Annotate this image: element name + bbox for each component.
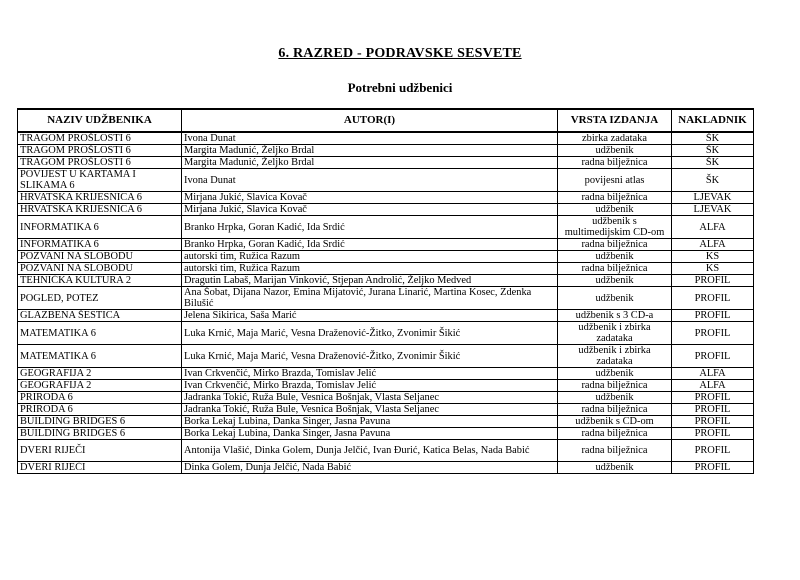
- cell-naziv: HRVATSKA KRIJESNICA 6: [18, 192, 182, 204]
- cell-naziv: PRIRODA 6: [18, 392, 182, 404]
- cell-nakladnik: PROFIL: [672, 404, 754, 416]
- table-row: [18, 287, 754, 310]
- cell-vrsta: udžbenik: [558, 251, 672, 263]
- cell-autor: Ana Šobat, Dijana Nazor, Emina Mijatović, Jurana Linarić, Martina Kosec, Zdenka Bilušić: [182, 287, 558, 310]
- table-row: [18, 157, 754, 169]
- table-header: [18, 109, 754, 132]
- cell-nakladnik: ALFA: [672, 368, 754, 380]
- cell-nakladnik: PROFIL: [672, 345, 754, 368]
- cell-nakladnik: ALFA: [672, 380, 754, 392]
- table-row: [18, 239, 754, 251]
- cell-naziv: POVIJEST U KARTAMA I SLIKAMA 6: [18, 169, 182, 192]
- cell-vrsta: radna bilježnica: [558, 428, 672, 440]
- cell-vrsta: udžbenik: [558, 392, 672, 404]
- cell-nakladnik: LJEVAK: [672, 192, 754, 204]
- cell-naziv: INFORMATIKA 6: [18, 239, 182, 251]
- cell-vrsta: udžbenik: [558, 204, 672, 216]
- cell-naziv: MATEMATIKA 6: [18, 322, 182, 345]
- cell-autor: Mirjana Jukić, Slavica Kovač: [182, 204, 558, 216]
- table-row: [18, 310, 754, 322]
- table-row: [18, 440, 754, 462]
- table-row: [18, 380, 754, 392]
- cell-autor: Jadranka Tokić, Ruža Bule, Vesnica Bošnjak, Vlasta Seljanec: [182, 392, 558, 404]
- cell-naziv: INFORMATIKA 6: [18, 216, 182, 239]
- cell-autor: Margita Madunić, Željko Brdal: [182, 157, 558, 169]
- cell-autor: Ivona Dunat: [182, 169, 558, 192]
- cell-vrsta: udžbenik s CD-om: [558, 416, 672, 428]
- cell-autor: Dinka Golem, Dunja Jelčić, Nada Babić: [182, 462, 558, 474]
- cell-naziv: TRAGOM PROŠLOSTI 6: [18, 145, 182, 157]
- cell-naziv: DVERI RIJEČI: [18, 440, 182, 462]
- cell-vrsta: udžbenik s multimedijskim CD-om: [558, 216, 672, 239]
- cell-nakladnik: PROFIL: [672, 310, 754, 322]
- cell-autor: Margita Madunić, Željko Brdal: [182, 145, 558, 157]
- cell-vrsta: radna bilježnica: [558, 440, 672, 462]
- cell-vrsta: radna bilježnica: [558, 239, 672, 251]
- cell-naziv: TEHNIČKA KULTURA 2: [18, 275, 182, 287]
- table-row: [18, 392, 754, 404]
- cell-vrsta: radna bilježnica: [558, 157, 672, 169]
- table-row: [18, 428, 754, 440]
- table-header-row: [18, 109, 754, 132]
- cell-nakladnik: PROFIL: [672, 440, 754, 462]
- table-row: [18, 216, 754, 239]
- cell-vrsta: udžbenik: [558, 368, 672, 380]
- table-row: [18, 192, 754, 204]
- cell-vrsta: radna bilježnica: [558, 380, 672, 392]
- cell-autor: Dragutin Labaš, Marijan Vinković, Stjepan Androlić, Željko Medved: [182, 275, 558, 287]
- cell-vrsta: udžbenik: [558, 462, 672, 474]
- cell-naziv: GEOGRAFIJA 2: [18, 380, 182, 392]
- cell-vrsta: udžbenik: [558, 275, 672, 287]
- cell-naziv: MATEMATIKA 6: [18, 345, 182, 368]
- cell-nakladnik: ŠK: [672, 157, 754, 169]
- cell-vrsta: udžbenik s 3 CD-a: [558, 310, 672, 322]
- textbook-table: [17, 108, 754, 474]
- cell-naziv: PRIRODA 6: [18, 404, 182, 416]
- cell-naziv: POZVANI NA SLOBODU: [18, 251, 182, 263]
- cell-autor: Luka Krnić, Maja Marić, Vesna Draženović-Žitko, Zvonimir Šikić: [182, 322, 558, 345]
- cell-naziv: POZVANI NA SLOBODU: [18, 263, 182, 275]
- cell-autor: Mirjana Jukić, Slavica Kovač: [182, 192, 558, 204]
- table-body: [18, 132, 754, 474]
- table-row: [18, 416, 754, 428]
- cell-naziv: TRAGOM PROŠLOSTI 6: [18, 157, 182, 169]
- cell-naziv: DVERI RIJEČI: [18, 462, 182, 474]
- cell-autor: Antonija Vlašić, Dinka Golem, Dunja Jelčić, Ivan Đurić, Katica Belas, Nada Babić: [182, 440, 558, 462]
- table-row: [18, 404, 754, 416]
- cell-vrsta: radna bilježnica: [558, 404, 672, 416]
- table-row: [18, 169, 754, 192]
- cell-autor: Ivona Dunat: [182, 132, 558, 145]
- table-row: [18, 145, 754, 157]
- cell-autor: Borka Lekaj Lubina, Danka Singer, Jasna Pavuna: [182, 428, 558, 440]
- cell-naziv: GLAZBENA ŠESTICA: [18, 310, 182, 322]
- cell-nakladnik: ŠK: [672, 169, 754, 192]
- cell-nakladnik: ŠK: [672, 145, 754, 157]
- cell-vrsta: zbirka zadataka: [558, 132, 672, 145]
- cell-nakladnik: LJEVAK: [672, 204, 754, 216]
- cell-naziv: BUILDING BRIDGES 6: [18, 416, 182, 428]
- cell-vrsta: radna bilježnica: [558, 192, 672, 204]
- header-naziv: NAZIV UDŽBENIKA: [18, 109, 182, 132]
- cell-autor: Luka Krnić, Maja Marić, Vesna Draženović-Žitko, Zvonimir Šikić: [182, 345, 558, 368]
- cell-nakladnik: KS: [672, 263, 754, 275]
- table-row: [18, 322, 754, 345]
- cell-nakladnik: PROFIL: [672, 392, 754, 404]
- cell-nakladnik: ALFA: [672, 239, 754, 251]
- cell-autor: autorski tim, Ružica Razum: [182, 263, 558, 275]
- cell-autor: autorski tim, Ružica Razum: [182, 251, 558, 263]
- table-row: [18, 204, 754, 216]
- cell-nakladnik: PROFIL: [672, 462, 754, 474]
- cell-vrsta: udžbenik: [558, 145, 672, 157]
- table-row: [18, 251, 754, 263]
- cell-naziv: POGLED, POTEZ: [18, 287, 182, 310]
- cell-nakladnik: PROFIL: [672, 416, 754, 428]
- cell-nakladnik: PROFIL: [672, 287, 754, 310]
- cell-autor: Jadranka Tokić, Ruža Bule, Vesnica Bošnjak, Vlasta Seljanec: [182, 404, 558, 416]
- cell-vrsta: udžbenik i zbirka zadataka: [558, 345, 672, 368]
- cell-nakladnik: ALFA: [672, 216, 754, 239]
- cell-autor: Jelena Sikirica, Saša Marić: [182, 310, 558, 322]
- cell-vrsta: udžbenik i zbirka zadataka: [558, 322, 672, 345]
- table-row: [18, 275, 754, 287]
- cell-nakladnik: PROFIL: [672, 275, 754, 287]
- table-row: [18, 345, 754, 368]
- cell-autor: Ivan Crkvenčić, Mirko Brazda, Tomislav Jelić: [182, 368, 558, 380]
- header-vrsta: VRSTA IZDANJA: [558, 109, 672, 132]
- table-row: [18, 263, 754, 275]
- cell-vrsta: radna bilježnica: [558, 263, 672, 275]
- cell-nakladnik: PROFIL: [672, 322, 754, 345]
- cell-naziv: TRAGOM PROŠLOSTI 6: [18, 132, 182, 145]
- page-subtitle: Potrebni udžbenici: [347, 80, 453, 95]
- cell-autor: Ivan Crkvenčić, Mirko Brazda, Tomislav Jelić: [182, 380, 558, 392]
- cell-naziv: BUILDING BRIDGES 6: [18, 428, 182, 440]
- cell-autor: Branko Hrpka, Goran Kadić, Ida Srdić: [182, 239, 558, 251]
- cell-autor: Borka Lekaj Lubina, Danka Singer, Jasna Pavuna: [182, 416, 558, 428]
- table-row: [18, 462, 754, 474]
- table-row: [18, 368, 754, 380]
- cell-nakladnik: KS: [672, 251, 754, 263]
- table-row: [18, 132, 754, 145]
- cell-naziv: GEOGRAFIJA 2: [18, 368, 182, 380]
- header-nakladnik: NAKLADNIK: [672, 109, 754, 132]
- page-title: 6. RAZRED - PODRAVSKE SESVETE: [278, 46, 522, 61]
- cell-autor: Branko Hrpka, Goran Kadić, Ida Srdić: [182, 216, 558, 239]
- cell-nakladnik: PROFIL: [672, 428, 754, 440]
- cell-nakladnik: ŠK: [672, 132, 754, 145]
- cell-vrsta: udžbenik: [558, 287, 672, 310]
- header-autor: AUTOR(I): [182, 109, 558, 132]
- cell-naziv: HRVATSKA KRIJESNICA 6: [18, 204, 182, 216]
- cell-vrsta: povijesni atlas: [558, 169, 672, 192]
